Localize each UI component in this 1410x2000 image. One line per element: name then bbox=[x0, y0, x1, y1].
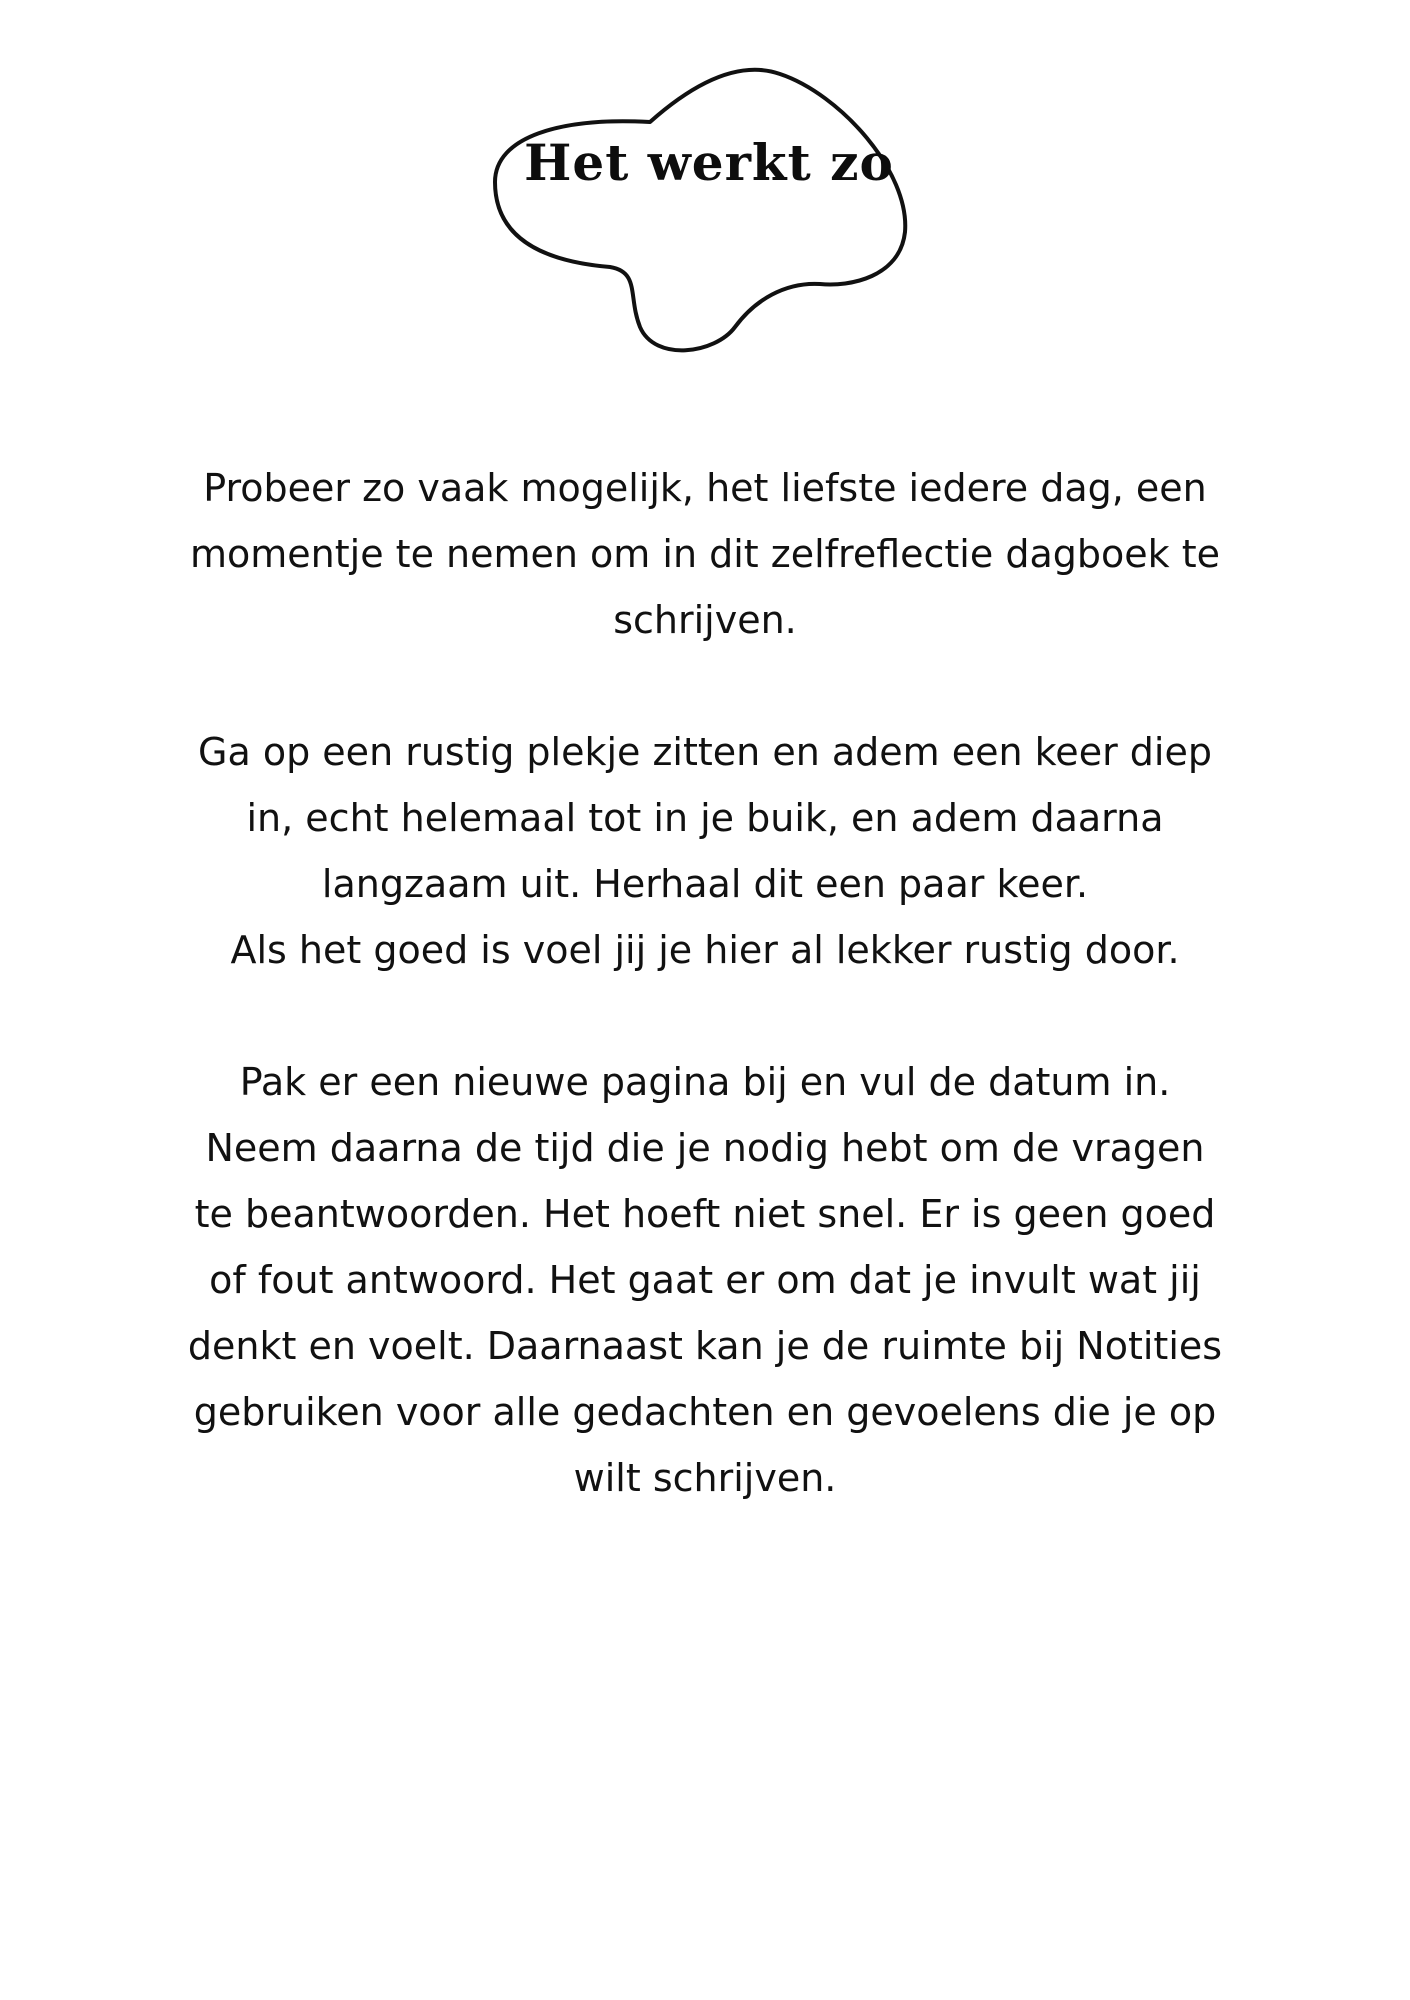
text-line: denkt en voelt. Daarnaast kan je de ruimte bij Notities bbox=[187, 1324, 1223, 1368]
text-line: Pak er een nieuwe pagina bij en vul de datum in. bbox=[239, 1060, 1171, 1104]
instructions-body bbox=[120, 455, 1290, 1577]
text-line: te beantwoorden. Het hoeft niet snel. Er is geen goed bbox=[194, 1192, 1216, 1236]
text-line: Als het goed is voel jij je hier al lekker rustig door. bbox=[230, 928, 1180, 972]
text-line: gebruiken voor alle gedachten en gevoelens die je op bbox=[193, 1390, 1217, 1434]
text-line: in, echt helemaal tot in je buik, en adem daarna bbox=[246, 796, 1164, 840]
text-line: momentje te nemen om in dit zelfreflectie dagboek te bbox=[190, 532, 1220, 576]
paragraph-breathing bbox=[120, 719, 1290, 983]
text-line: langzaam uit. Herhaal dit een paar keer. bbox=[321, 862, 1089, 906]
text-line: wilt schrijven. bbox=[573, 1456, 837, 1500]
text-line: schrijven. bbox=[613, 598, 797, 642]
paragraph-writing bbox=[120, 1049, 1290, 1511]
text-line: Neem daarna de tijd die je nodig hebt om de vragen bbox=[205, 1126, 1205, 1170]
title-blob bbox=[490, 62, 910, 358]
text-line: Probeer zo vaak mogelijk, het liefste iedere dag, een bbox=[203, 466, 1207, 510]
paragraph-intro bbox=[120, 455, 1290, 653]
page-title: Het werkt zo bbox=[524, 132, 894, 192]
text-line: Ga op een rustig plekje zitten en adem een keer diep bbox=[198, 730, 1212, 774]
text-line: of fout antwoord. Het gaat er om dat je invult wat jij bbox=[209, 1258, 1201, 1302]
